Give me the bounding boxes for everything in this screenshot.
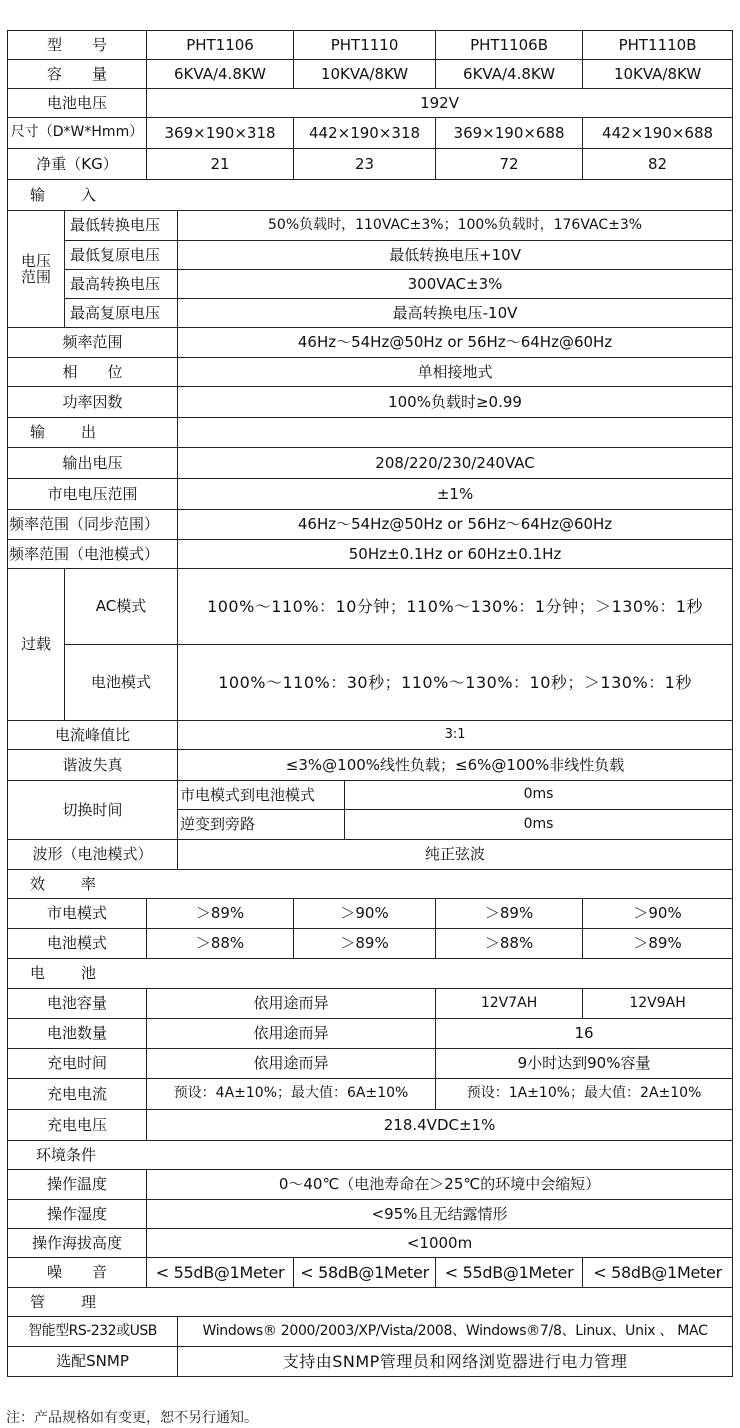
row-phase — [8, 358, 733, 387]
row-freq-sync — [8, 510, 733, 540]
row-model — [8, 31, 733, 60]
cell-size-3: 369×190×688 — [436, 118, 583, 149]
section-title-env: 环境条件 — [8, 1141, 733, 1170]
label-size: 尺寸（D*W*Hmm） — [8, 118, 147, 149]
cell-min-transfer: 50%负载时，110VAC±3%；100%负载时，176VAC±3% — [178, 211, 733, 241]
cell-charge-current-b: 预设：1A±10%；最大值：2A±10% — [436, 1079, 733, 1110]
row-humidity — [8, 1200, 733, 1229]
cell-weight-1: 21 — [147, 149, 294, 180]
row-snmp — [8, 1347, 733, 1377]
label-humidity: 操作湿度 — [8, 1200, 147, 1229]
label-line-to-batt: 市电模式到电池模式 — [178, 781, 345, 810]
label-batt-count: 电池数量 — [8, 1019, 147, 1049]
row-batt-count — [8, 1019, 733, 1049]
label-voltage-range: 电压范围 — [8, 211, 65, 328]
row-rs232 — [8, 1317, 733, 1347]
section-output-empty — [178, 418, 733, 448]
cell-batt-count-a: 依用途而异 — [147, 1019, 436, 1049]
label-battery-voltage: 电池电压 — [8, 89, 147, 118]
cell-model-4: PHT1110B — [583, 31, 733, 60]
label-weight: 净重（KG） — [8, 149, 147, 180]
label-waveform: 波形（电池模式） — [8, 840, 178, 870]
cell-freq-batt: 50Hz±0.1Hz or 60Hz±0.1Hz — [178, 540, 733, 569]
cell-size-4: 442×190×688 — [583, 118, 733, 149]
cell-freq-sync: 46Hz～54Hz@50Hz or 56Hz～64Hz@60Hz — [178, 510, 733, 540]
row-capacity — [8, 60, 733, 89]
cell-battery-voltage: 192V — [147, 89, 733, 118]
cell-crest: 3:1 — [178, 721, 733, 750]
cell-batt-capacity-a: 依用途而异 — [147, 989, 436, 1019]
label-charge-current: 充电电流 — [8, 1079, 147, 1110]
label-noise: 噪 音 — [8, 1258, 147, 1288]
cell-line-to-batt: 0ms — [345, 781, 733, 810]
row-min-transfer — [8, 211, 733, 241]
label-eff-line: 市电模式 — [8, 899, 147, 929]
row-crest — [8, 721, 733, 750]
row-weight — [8, 149, 733, 180]
cell-noise-2: < 58dB@1Meter — [294, 1258, 436, 1288]
row-min-return — [8, 241, 733, 270]
cell-capacity-4: 10KVA/8KW — [583, 60, 733, 89]
cell-ac-mode: 100%～110%：10分钟；110%～130%：1分钟；＞130%：1秒 — [178, 569, 733, 645]
cell-max-transfer: 300VAC±3% — [178, 270, 733, 299]
label-crest: 电流峰值比 — [8, 721, 178, 750]
cell-eff-batt-4: ＞89% — [583, 929, 733, 959]
label-overload: 过载 — [8, 569, 65, 721]
label-max-transfer: 最高转换电压 — [65, 270, 178, 299]
cell-model-2: PHT1110 — [294, 31, 436, 60]
row-freq-batt — [8, 540, 733, 569]
row-eff-line — [8, 899, 733, 929]
cell-batt-mode: 100%～110%：30秒；110%～130%：10秒；＞130%：1秒 — [178, 645, 733, 721]
cell-noise-4: < 58dB@1Meter — [583, 1258, 733, 1288]
row-charge-time — [8, 1049, 733, 1079]
footnote: 注：产品规格如有变更，恕不另行通知。 — [6, 1410, 258, 1426]
label-max-return: 最高复原电压 — [65, 299, 178, 328]
cell-eff-batt-1: ＞88% — [147, 929, 294, 959]
cell-pf: 100%负载时≥0.99 — [178, 387, 733, 418]
row-size — [8, 118, 733, 149]
section-title-output: 输 出 — [8, 418, 178, 448]
section-title-mgmt: 管 理 — [8, 1288, 733, 1317]
cell-size-2: 442×190×318 — [294, 118, 436, 149]
row-max-transfer — [8, 270, 733, 299]
section-battery — [8, 959, 733, 989]
row-charge-current — [8, 1079, 733, 1110]
label-min-return: 最低复原电压 — [65, 241, 178, 270]
cell-regulation: ±1% — [178, 479, 733, 510]
section-title-battery: 电 池 — [8, 959, 733, 989]
cell-eff-line-3: ＞89% — [436, 899, 583, 929]
row-battery-voltage — [8, 89, 733, 118]
label-thd: 谐波失真 — [8, 750, 178, 781]
cell-waveform: 纯正弦波 — [178, 840, 733, 870]
label-output-voltage: 输出电压 — [8, 448, 178, 479]
cell-inv-to-bypass: 0ms — [345, 810, 733, 840]
row-pf — [8, 387, 733, 418]
cell-phase: 单相接地式 — [178, 358, 733, 387]
row-waveform — [8, 840, 733, 870]
cell-size-1: 369×190×318 — [147, 118, 294, 149]
label-altitude: 操作海拔高度 — [8, 1229, 147, 1258]
cell-capacity-1: 6KVA/4.8KW — [147, 60, 294, 89]
cell-eff-batt-3: ＞88% — [436, 929, 583, 959]
label-min-transfer: 最低转换电压 — [65, 211, 178, 241]
row-altitude — [8, 1229, 733, 1258]
cell-eff-batt-2: ＞89% — [294, 929, 436, 959]
label-snmp: 选配SNMP — [8, 1347, 178, 1377]
section-env — [8, 1141, 733, 1170]
label-charge-voltage: 充电电压 — [8, 1110, 147, 1141]
cell-output-voltage: 208/220/230/240VAC — [178, 448, 733, 479]
label-transfer: 切换时间 — [8, 781, 178, 840]
cell-min-return: 最低转换电压+10V — [178, 241, 733, 270]
label-model: 型 号 — [8, 31, 147, 60]
row-noise — [8, 1258, 733, 1288]
label-phase: 相 位 — [8, 358, 178, 387]
cell-weight-3: 72 — [436, 149, 583, 180]
cell-charge-time-a: 依用途而异 — [147, 1049, 436, 1079]
label-capacity: 容 量 — [8, 60, 147, 89]
cell-eff-line-1: ＞89% — [147, 899, 294, 929]
label-input-freq: 频率范围 — [8, 328, 178, 358]
spec-table — [7, 30, 733, 1377]
cell-batt-count-b: 16 — [436, 1019, 733, 1049]
cell-charge-current-a: 预设：4A±10%；最大值：6A±10% — [147, 1079, 436, 1110]
cell-eff-line-2: ＞90% — [294, 899, 436, 929]
row-batt-mode — [8, 645, 733, 721]
label-batt-capacity: 电池容量 — [8, 989, 147, 1019]
cell-altitude: <1000m — [147, 1229, 733, 1258]
section-mgmt — [8, 1288, 733, 1317]
label-temp: 操作温度 — [8, 1170, 147, 1200]
cell-max-return: 最高转换电压-10V — [178, 299, 733, 328]
label-freq-sync: 频率范围（同步范围） — [8, 510, 178, 540]
cell-eff-line-4: ＞90% — [583, 899, 733, 929]
section-title-efficiency: 效 率 — [8, 870, 733, 899]
cell-model-1: PHT1106 — [147, 31, 294, 60]
cell-batt-capacity-c: 12V9AH — [583, 989, 733, 1019]
row-charge-voltage — [8, 1110, 733, 1141]
row-ac-mode — [8, 569, 733, 645]
label-pf: 功率因数 — [8, 387, 178, 418]
row-output-voltage — [8, 448, 733, 479]
cell-snmp: 支持由SNMP管理员和网络浏览器进行电力管理 — [178, 1347, 733, 1377]
cell-charge-time-b: 9小时达到90%容量 — [436, 1049, 733, 1079]
cell-weight-2: 23 — [294, 149, 436, 180]
label-batt-mode: 电池模式 — [65, 645, 178, 721]
row-batt-capacity — [8, 989, 733, 1019]
row-thd — [8, 750, 733, 781]
label-freq-batt: 频率范围（电池模式） — [8, 540, 178, 569]
row-temp — [8, 1170, 733, 1200]
row-regulation — [8, 479, 733, 510]
cell-capacity-3: 6KVA/4.8KW — [436, 60, 583, 89]
cell-thd: ≤3%@100%线性负载；≤6%@100%非线性负载 — [178, 750, 733, 781]
cell-weight-4: 82 — [583, 149, 733, 180]
section-title-input: 输 入 — [8, 180, 733, 211]
cell-charge-voltage: 218.4VDC±1% — [147, 1110, 733, 1141]
cell-rs232: Windows® 2000/2003/XP/Vista/2008、Windows®7/8、Linux、Unix 、 MAC — [178, 1317, 733, 1347]
cell-batt-capacity-b: 12V7AH — [436, 989, 583, 1019]
section-output — [8, 418, 733, 448]
cell-temp: 0～40℃（电池寿命在＞25℃的环境中会缩短） — [147, 1170, 733, 1200]
label-ac-mode: AC模式 — [65, 569, 178, 645]
label-charge-time: 充电时间 — [8, 1049, 147, 1079]
section-efficiency — [8, 870, 733, 899]
label-regulation: 市电电压范围 — [8, 479, 178, 510]
row-eff-batt — [8, 929, 733, 959]
row-max-return — [8, 299, 733, 328]
label-rs232: 智能型RS-232或USB — [8, 1317, 178, 1347]
cell-input-freq: 46Hz～54Hz@50Hz or 56Hz～64Hz@60Hz — [178, 328, 733, 358]
cell-capacity-2: 10KVA/8KW — [294, 60, 436, 89]
label-inv-to-bypass: 逆变到旁路 — [178, 810, 345, 840]
section-input — [8, 180, 733, 211]
cell-model-3: PHT1106B — [436, 31, 583, 60]
cell-noise-3: < 55dB@1Meter — [436, 1258, 583, 1288]
row-line-to-batt — [8, 781, 733, 810]
cell-noise-1: < 55dB@1Meter — [147, 1258, 294, 1288]
cell-humidity: <95%且无结露情形 — [147, 1200, 733, 1229]
row-input-freq — [8, 328, 733, 358]
label-eff-batt: 电池模式 — [8, 929, 147, 959]
